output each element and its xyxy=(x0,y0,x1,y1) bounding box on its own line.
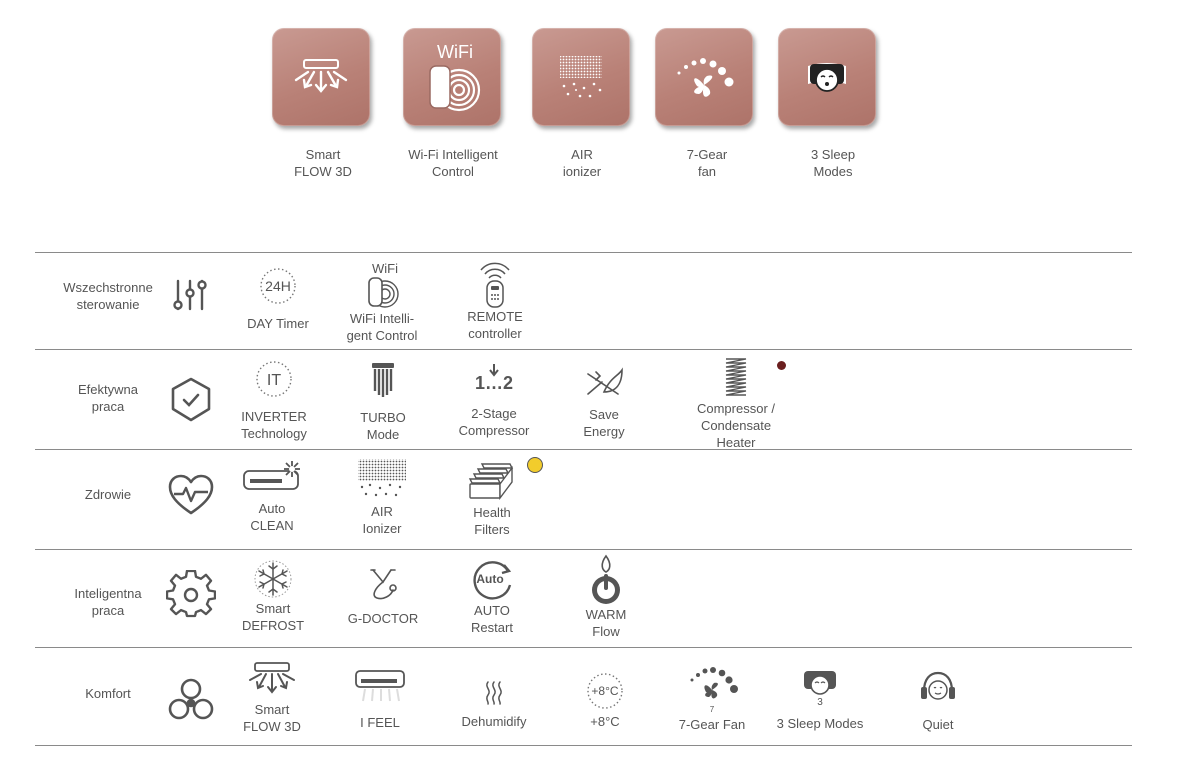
marker-dot xyxy=(527,457,543,473)
tile-wifi-control xyxy=(403,28,501,126)
gear-icon xyxy=(166,570,216,620)
remote-icon xyxy=(475,256,515,308)
marker-dot xyxy=(777,361,786,370)
svg-text:1…2: 1…2 xyxy=(474,373,514,393)
tile-caption: 3 Sleep Modes xyxy=(810,147,856,179)
tile-caption: AIR ionizer xyxy=(562,147,602,179)
feature-smart-flow-3d: Smart FLOW 3D xyxy=(212,661,332,735)
headphones-icon xyxy=(918,669,958,705)
feature-remote-controller: REMOTE controller xyxy=(435,256,555,342)
divider xyxy=(35,549,1132,550)
fan-icon xyxy=(682,666,742,716)
feature-health-filters: Health Filters xyxy=(432,460,552,538)
wifi-icon xyxy=(403,28,501,126)
category-label: Efektywna praca xyxy=(78,382,138,414)
tile-caption: Wi-Fi Intelligent Control xyxy=(408,147,498,179)
save-energy-icon xyxy=(582,364,626,400)
tile-caption: Smart FLOW 3D xyxy=(294,147,352,179)
divider xyxy=(35,252,1132,253)
feature-quiet: Quiet xyxy=(878,669,998,733)
feature-3-sleep-modes: 3 3 Sleep Modes xyxy=(760,667,880,732)
feature-plus-8c: +8°C +8°C xyxy=(545,671,665,730)
feature-dehumidify: Dehumidify xyxy=(434,680,554,730)
svg-text:+8°C: +8°C xyxy=(591,684,619,698)
tile-seven-gear-fan xyxy=(655,28,753,126)
compressor-2stage-icon xyxy=(469,362,519,396)
wifi-icon xyxy=(357,260,407,310)
tile-smart-flow-3d xyxy=(272,28,370,126)
fan-icon xyxy=(655,28,753,126)
sliders-icon xyxy=(166,271,216,321)
feature-compressor-heater: Compressor / Condensate Heater xyxy=(676,356,796,451)
svg-text:IT: IT xyxy=(266,372,282,389)
svg-text:WiFi: WiFi xyxy=(437,42,473,62)
feature-air-ionizer: AIR Ionizer xyxy=(322,457,442,537)
category-label: Zdrowie xyxy=(84,487,132,502)
timer-24h-icon xyxy=(256,266,300,306)
sleep-icon xyxy=(798,667,842,709)
tile-caption: 7-Gear fan xyxy=(686,147,728,179)
category-label: Komfort xyxy=(85,686,131,701)
feature-wifi-control: WiFi WiFi Intelli- gent Control xyxy=(346,261,418,343)
plus8-icon xyxy=(583,671,627,711)
feature-turbo: TURBO Mode xyxy=(323,361,443,443)
divider xyxy=(35,449,1132,450)
category-label: Wszechstronne sterowanie xyxy=(63,280,153,312)
feature-7-gear-fan: 7 7-Gear Fan xyxy=(652,666,772,733)
tile-air-ionizer xyxy=(532,28,630,126)
turbo-icon xyxy=(368,361,398,401)
thermometer-icon xyxy=(588,554,624,606)
heater-coil-icon xyxy=(721,356,751,400)
feature-auto-clean: Auto CLEAN xyxy=(212,459,332,534)
dehumidify-icon xyxy=(482,680,506,706)
snowflake-icon xyxy=(253,559,293,599)
category-label: Inteligentna praca xyxy=(74,586,142,618)
feature-smart-defrost: Smart DEFROST xyxy=(213,559,333,634)
auto-restart-icon xyxy=(468,557,516,601)
feature-inverter: IT INVERTER Technology xyxy=(214,359,334,442)
shield-check-icon xyxy=(166,375,216,425)
svg-text:3: 3 xyxy=(817,697,823,708)
air-flow-icon xyxy=(247,661,297,697)
air-flow-icon xyxy=(272,28,370,126)
i-feel-icon xyxy=(353,669,407,703)
svg-text:WiFi: WiFi xyxy=(372,261,398,276)
feature-g-doctor: G-DOCTOR xyxy=(323,566,443,627)
feature-auto-restart: Auto AUTO Restart xyxy=(432,557,552,636)
heartbeat-icon xyxy=(166,471,216,521)
sleep-icon xyxy=(778,28,876,126)
inverter-icon xyxy=(252,359,296,399)
divider xyxy=(35,349,1132,350)
feature-warm-flow: WARM Flow xyxy=(546,554,666,640)
feature-2-stage-compressor: 1…2 2-Stage Compressor xyxy=(434,362,554,439)
g-doctor-icon xyxy=(365,566,401,604)
feature-i-feel: I FEEL xyxy=(320,669,440,731)
svg-text:7: 7 xyxy=(709,705,715,714)
tile-three-sleep-modes xyxy=(778,28,876,126)
filters-icon xyxy=(466,460,518,502)
fan-icon xyxy=(166,676,216,726)
svg-text:Auto: Auto xyxy=(476,572,504,586)
ionizer-icon xyxy=(356,457,408,499)
divider xyxy=(35,745,1132,746)
divider xyxy=(35,647,1132,648)
feature-day-timer: 24H DAY Timer xyxy=(218,266,338,332)
svg-text:24H: 24H xyxy=(265,278,291,294)
feature-save-energy: Save Energy xyxy=(544,364,664,440)
auto-clean-icon xyxy=(240,459,304,495)
ionizer-icon xyxy=(532,28,630,126)
